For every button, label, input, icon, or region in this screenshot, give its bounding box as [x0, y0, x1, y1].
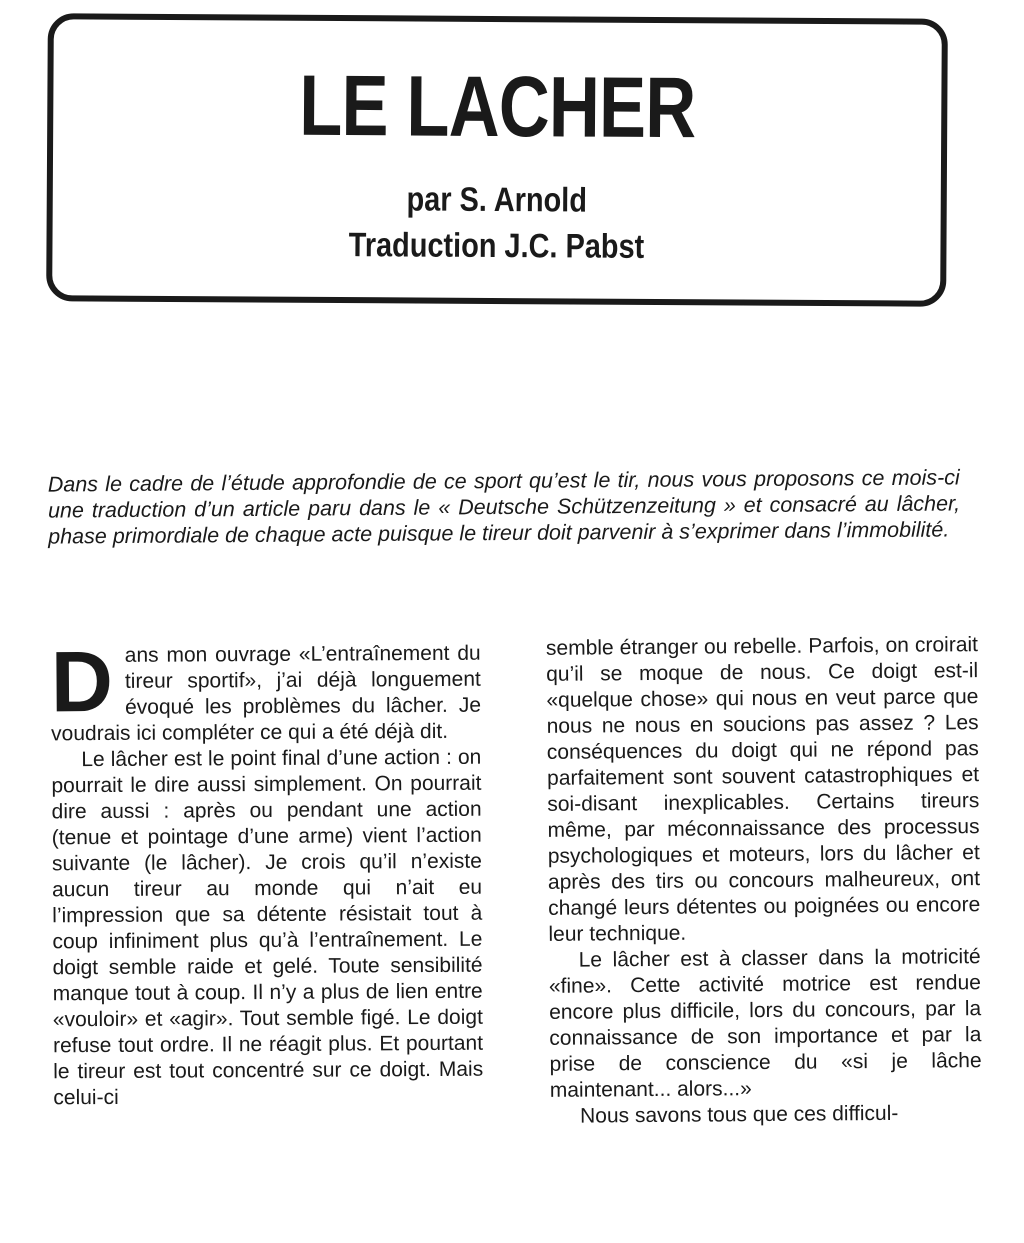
paragraph-opening [50, 633, 482, 748]
paragraph-4: Le lâcher est à classer dans la motricité «fine». Cette activité motrice est rendue encore plus difficile, lors du concours, par la connaissance de son importance et par la prise de conscience du «si je lâche maintenant... alors...» [548, 945, 982, 1102]
article-title: LE LACHER [298, 57, 696, 157]
author-line: par S. Arnold [406, 180, 588, 220]
drop-cap: D [50, 633, 114, 731]
paragraph-2: Le lâcher est le point final d’une action : on pourrait le dire aussi simplement. On pourrait dire aussi : après ou pendant une action (tenue et pointage d’une arme) vient l’action suivante (le lâcher). Je crois qu’il n’existe aucun tireur au monde qui n’ait eu l’impression que sa détente résistait tout à coup infiniment plus qu’à l’entraînement. Le doigt semble raide et gelé. Toute sensibilité manque tout à coup. Il n’y a plus de lien entre «vouloir» et «agir». Tout semble figé. Le doigt refuse tout ordre. Il ne réagit plus. Et pourtant le tireur est tout concentré sur ce doigt. Mais celui-ci [51, 745, 484, 1110]
column-left [50, 633, 484, 1112]
intro-paragraph: Dans le cadre de l’étude approfondie de ce sport qu’est le tir, nous vous proposons ce mois-ci une traduction d’un article paru dans le « Deutsche Schützenzeitung » et consacré au lâcher, phase primordiale de chaque acte puisque le tireur doit parvenir à s’exprimer dans l’immobilité. [47, 465, 961, 549]
column-right [546, 632, 982, 1130]
paragraph-1-text: ans mon ouvrage «L’entraînement du tireur sportif», j’ai déjà longuement évoqué les problèmes du lâcher. Je voudrais ici compléter ce qui a été déjà dit. [51, 641, 482, 746]
byline [119, 175, 874, 272]
title-frame [46, 13, 948, 306]
translator-line: Traduction J.C. Pabst [348, 226, 645, 266]
paragraph-3: semble étranger ou rebelle. Parfois, on croirait qu’il se moque de nous. Ce doigt est-il «quelque chose» qui nous en veut parce que nous ne nous en soucions pas assez ? Les conséquences du doigt qui ne répond pas parfaitement sont souvent catastrophiques et soi-disant inexplicables. Certains tireurs même, par méconnaissance des processus psychologiques et moteurs, lors du lâcher et après des tirs ou concours malheureux, ont changé leurs détentes ou poignées ou encore leur technique. [545, 633, 981, 946]
paragraph-5: Nous savons tous que ces difficul- [579, 1101, 899, 1128]
